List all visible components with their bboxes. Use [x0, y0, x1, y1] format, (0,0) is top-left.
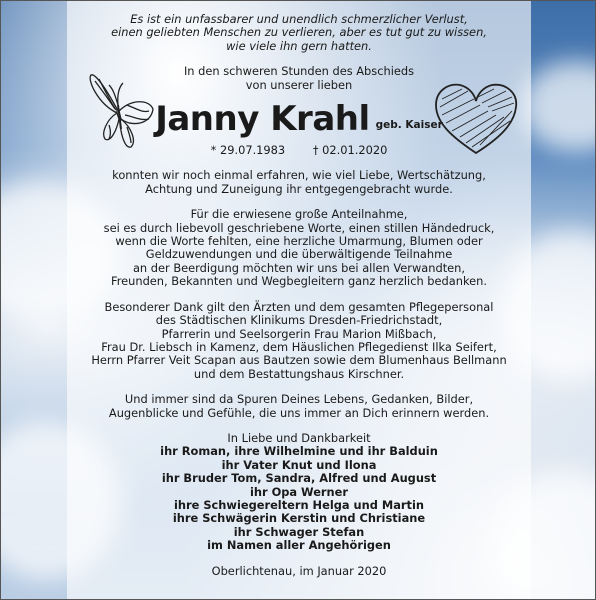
closing: In Liebe und Dankbarkeit: [227, 430, 371, 445]
birth-date: * 29.07.1983: [210, 143, 286, 158]
heading-line: In den schweren Stunden des Abschieds: [183, 64, 415, 79]
signatory-line: im Namen aller Angehörigen: [207, 538, 391, 553]
heading-line: von unserer lieben: [245, 77, 353, 92]
signatory-line: ihr Vater Knut und Ilona: [221, 457, 377, 472]
paragraph-1: [67, 169, 531, 196]
text-line: Herrn Pfarrer Veit Scapan aus Bautzen sowie dem Blumenhaus Bellmann: [91, 353, 507, 368]
signatory-line: ihre Schwägerin Kerstin und Christiane: [172, 511, 426, 526]
text-line: konnten wir noch einmal erfahren, wie viel Liebe, Wertschätzung,: [112, 168, 486, 183]
heading: [67, 65, 531, 92]
paragraph-2: [67, 208, 531, 288]
text-line: wenn die Worte fehlten, eine herzliche Umarmung, Blumen oder: [115, 234, 483, 249]
signatory-line: ihr Schwager Stefan: [233, 524, 365, 539]
text-line: Frau Dr. Liebsch in Kamenz, dem Häuslichen Pflegedienst Ilka Seifert,: [101, 339, 497, 354]
intro-line: einen geliebten Menschen zu verlieren, aber es tut gut zu wissen,: [111, 25, 487, 40]
obituary-text: [67, 1, 531, 578]
text-line: sei es durch liebevoll geschriebene Worte, einen stillen Händedruck,: [103, 220, 495, 235]
cloud-decoration: [521, 61, 596, 151]
death-date: † 02.01.2020: [312, 143, 388, 158]
signatory-line: ihr Opa Werner: [249, 484, 349, 499]
text-line: Freunden, Bekannten und Wegbegleitern ganz herzlich bedanken.: [110, 274, 488, 289]
intro-line: Es ist ein unfassbarer und unendlich schmerzlicher Verlust,: [130, 12, 468, 26]
text-line: und dem Bestattungshaus Kirschner.: [193, 366, 405, 381]
place-date: Oberlichtenau, im Januar 2020: [211, 563, 387, 578]
text-line: Für die erwiesene große Anteilnahme,: [190, 207, 408, 222]
signatories: [67, 445, 531, 552]
signatory-line: ihr Bruder Tom, Sandra, Alfred und August: [161, 471, 437, 486]
maiden-name: geb. Kaiser: [375, 118, 443, 131]
signatory-line: ihr Roman, ihre Wilhelmine und ihr Balduin: [160, 444, 438, 459]
text-line: Und immer sind da Spuren Deines Lebens, Gedanken, Bilder,: [124, 392, 474, 407]
name-row: [67, 98, 531, 138]
deceased-name: Janny Krahl: [155, 99, 370, 140]
text-line: Augenblicke und Gefühle, die uns immer an Dich erinnern werden.: [108, 405, 490, 420]
text-line: Geldzuwendungen und die überwältigende Teilnahme: [145, 247, 453, 262]
text-line: des Städtischen Klinikums Dresden-Friedrichstadt,: [155, 313, 443, 328]
text-line: Achtung und Zuneigung ihr entgegengebracht wurde.: [145, 181, 453, 196]
text-line: Pfarrerin und Seelsorgerin Frau Marion Mißbach,: [161, 326, 437, 341]
signatory-line: ihre Schwiegereltern Helga und Martin: [174, 497, 424, 512]
intro-line: wie viele ihn gern hatten.: [226, 38, 372, 53]
text-line: an der Beerdigung möchten wir uns bei allen Verwandten,: [132, 260, 466, 275]
paragraph-3: [67, 301, 531, 381]
intro-quote: [67, 13, 531, 53]
text-line: Besonderer Dank gilt den Ärzten und dem gesamten Pflegepersonal: [104, 299, 494, 314]
paragraph-4: [67, 393, 531, 420]
life-dates: [67, 144, 531, 157]
